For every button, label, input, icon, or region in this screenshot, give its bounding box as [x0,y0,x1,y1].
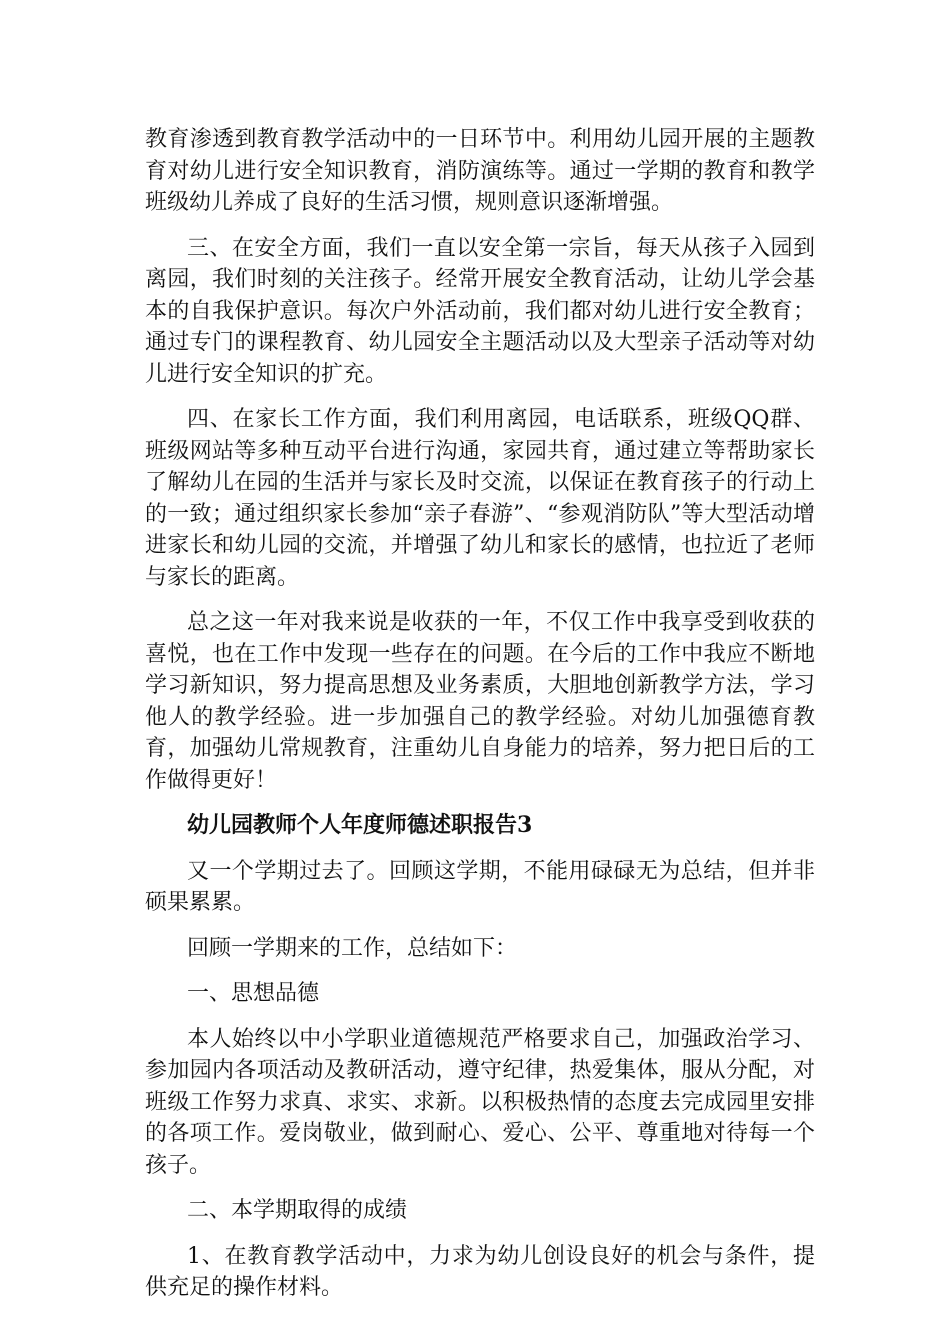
subheading-achievements: 二、本学期取得的成绩 [187,1198,408,1223]
paragraph-safety: 三、在安全方面，我们一直以安全第一宗旨，每天从孩子入园到离园，我们时刻的关注孩子。经常开展安全教育活动，让幼儿学会基本的自我保护意识。每次户外活动前，我们都对幼儿进行安全教育；通过专门的课程教育、幼儿园安全主题活动以及大型亲子活动等对幼儿进行安全知识的扩充。 [145,235,815,387]
paragraph-review: 回顾一学期来的工作，总结如下： [187,935,518,961]
paragraph-continuation: 教育渗透到教育教学活动中的一日环节中。利用幼儿园开展的主题教育对幼儿进行安全知识教育，消防演练等。通过一学期的教育和教学班级幼儿养成了良好的生活习惯，规则意识逐渐增强。 [145,127,815,215]
document-body [145,124,815,1318]
paragraph-summary: 总之这一年对我来说是收获的一年，不仅工作中我享受到收获的喜悦，也在工作中发现一些存在的问题。在今后的工作中我应不断地学习新知识，努力提高思想及业务素质，大胆地创新教学方法，学习他人的教学经验。进一步加强自己的教学经验。对幼儿加强德育教育，加强幼儿常规教育，注重幼儿自身能力的培养，努力把日后的工作做得更好！ [145,610,815,793]
subheading-ethics: 一、思想品德 [187,981,320,1006]
paragraph-achievement-1: 1、在教育教学活动中，力求为幼儿创设良好的机会与条件，提供充足的操作材料。 [145,1243,815,1300]
paragraph-ethics: 本人始终以中小学职业道德规范严格要求自己，加强政治学习、参加园内各项活动及教研活动，遵守纪律，热爱集体，服从分配，对班级工作努力求真、求实、求新。以积极热情的态度去完成园里安排的各项工作。爱岗敬业，做到耐心、爱心、公平、尊重地对待每一个孩子。 [145,1026,815,1178]
paragraph-intro: 又一个学期过去了。回顾这学期，不能用碌碌无为总结，但并非硕果累累。 [145,858,815,915]
paragraph-parent-work: 四、在家长工作方面，我们利用离园，电话联系，班级QQ群、班级网站等多种互动平台进行沟通，家园共育，通过建立等帮助家长了解幼儿在园的生活并与家长及时交流，以保证在教育孩子的行动上的一致；通过组织家长参加“亲子春游”、“参观消防队”等大型活动增进家长和幼儿园的交流，并增强了幼儿和家长的感情，也拉近了老师与家长的距离。 [145,407,815,590]
section-heading: 幼儿园教师个人年度师德述职报告3 [187,812,533,838]
